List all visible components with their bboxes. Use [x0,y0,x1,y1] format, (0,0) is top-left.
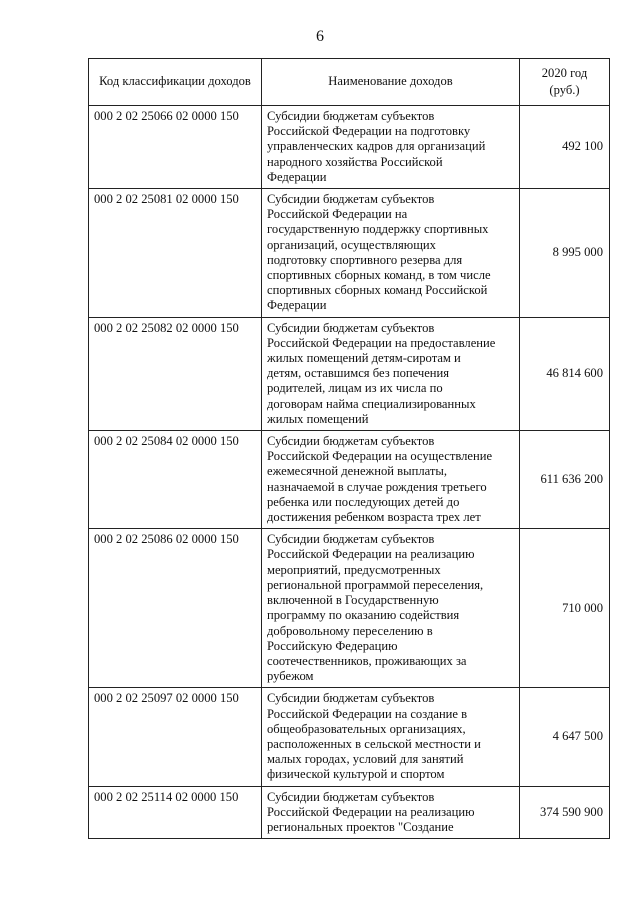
row-amount: 8 995 000 [520,189,610,318]
row-name-line: ребенка или последующих детей до [267,494,460,509]
row-name-line: физической культурой и спортом [267,767,445,782]
row-name-line: расположенных в сельской местности и [267,736,481,751]
row-name-line: рубежом [267,669,314,684]
row-amount: 374 590 900 [520,786,610,839]
header-unit-label: (руб.) [549,83,580,97]
row-name-line: организаций, осуществляющих [267,237,436,252]
row-name-line: Субсидии бюджетам субъектов [267,532,435,547]
row-name-line: жилых помещений [267,411,369,426]
row-name [262,431,520,529]
row-amount: 492 100 [520,106,610,189]
row-name-line: общеобразовательных организациях, [267,721,466,736]
table-row [89,529,610,688]
row-amount: 611 636 200 [520,431,610,529]
row-name-line: малых городах, условий для занятий [267,752,464,767]
header-name: Наименование доходов [262,59,520,106]
row-name-line: Федерации [267,298,327,313]
row-name-line: Российской Федерации на осуществление [267,449,493,464]
row-name [262,529,520,688]
row-name-line: Субсидии бюджетам субъектов [267,109,435,123]
revenue-table [88,58,610,839]
row-name-line: соотечественников, проживающих за [267,653,467,668]
row-name-line: ежемесячной денежной выплаты, [267,464,447,479]
page-number: 6 [316,28,324,45]
table-row [89,431,610,529]
row-name-line: достижения ребенком возраста трех лет [267,510,481,525]
table-header-row [89,59,610,106]
table-row [89,786,610,839]
row-code: 000 2 02 25114 02 0000 150 [89,786,262,839]
row-name-line: включенной в Государственную [267,593,439,608]
row-name-line: Российской Федерации на [267,207,408,222]
row-name-line: народного хозяйства Российской [267,154,443,169]
row-code: 000 2 02 25066 02 0000 150 [89,106,262,189]
row-name-line: Российской Федерации на создание в [267,706,468,721]
row-code: 000 2 02 25086 02 0000 150 [89,529,262,688]
header-year-label: 2020 год [541,66,588,80]
row-name-line: родителей, лицам из их числа по [267,381,443,396]
row-amount: 46 814 600 [520,317,610,430]
row-code: 000 2 02 25081 02 0000 150 [89,189,262,318]
row-name [262,106,520,189]
row-name-line: жилых помещений детям-сиротам и [267,351,461,366]
row-name [262,786,520,839]
row-name-line: договорам найма специализированных [267,396,476,411]
row-name-line: Российской Федерации на реализацию [267,547,475,562]
row-name-line: государственную поддержку спортивных [267,222,489,237]
row-code: 000 2 02 25097 02 0000 150 [89,688,262,786]
table-row [89,317,610,430]
row-name-line: региональной программой переселения, [267,577,484,592]
row-name-line: Российской Федерации на реализацию [267,804,475,819]
row-name-line: Субсидии бюджетам субъектов [267,789,435,804]
row-name-line: Субсидии бюджетам субъектов [267,320,435,335]
header-year [520,59,610,106]
row-amount: 4 647 500 [520,688,610,786]
row-name-line: Российской Федерации на подготовку [267,124,471,139]
row-name-line: подготовку спортивного резерва для [267,252,463,267]
row-name-line: назначаемой в случае рождения третьего [267,479,487,494]
table-row [89,688,610,786]
row-name-line: управленческих кадров для организаций [267,139,486,154]
row-amount: 710 000 [520,529,610,688]
row-name-line: добровольному переселению в [267,623,433,638]
row-name-line: Субсидии бюджетам субъектов [267,691,435,706]
table-row [89,106,610,189]
row-name-line: спортивных сборных команд, в том числе [267,268,491,283]
row-name-line: Федерации [267,169,327,184]
row-name-line: Российской Федерации на предоставление [267,335,496,350]
row-name [262,688,520,786]
table-row [89,189,610,318]
row-name-line: Субсидии бюджетам субъектов [267,434,435,449]
row-name-line: мероприятий, предусмотренных [267,562,441,577]
header-code: Код классификации доходов [89,59,262,106]
row-name-line: детям, оставшимся без попечения [267,366,450,381]
row-code: 000 2 02 25084 02 0000 150 [89,431,262,529]
row-name-line: Субсидии бюджетам субъектов [267,192,435,207]
row-name [262,189,520,318]
row-name-line: программу по оказанию содействия [267,608,460,623]
row-name [262,317,520,430]
row-name-line: региональных проектов "Создание [267,819,454,834]
row-name-line: спортивных сборных команд Российской [267,283,488,298]
row-name-line: Российскую Федерацию [267,638,398,653]
row-code: 000 2 02 25082 02 0000 150 [89,317,262,430]
